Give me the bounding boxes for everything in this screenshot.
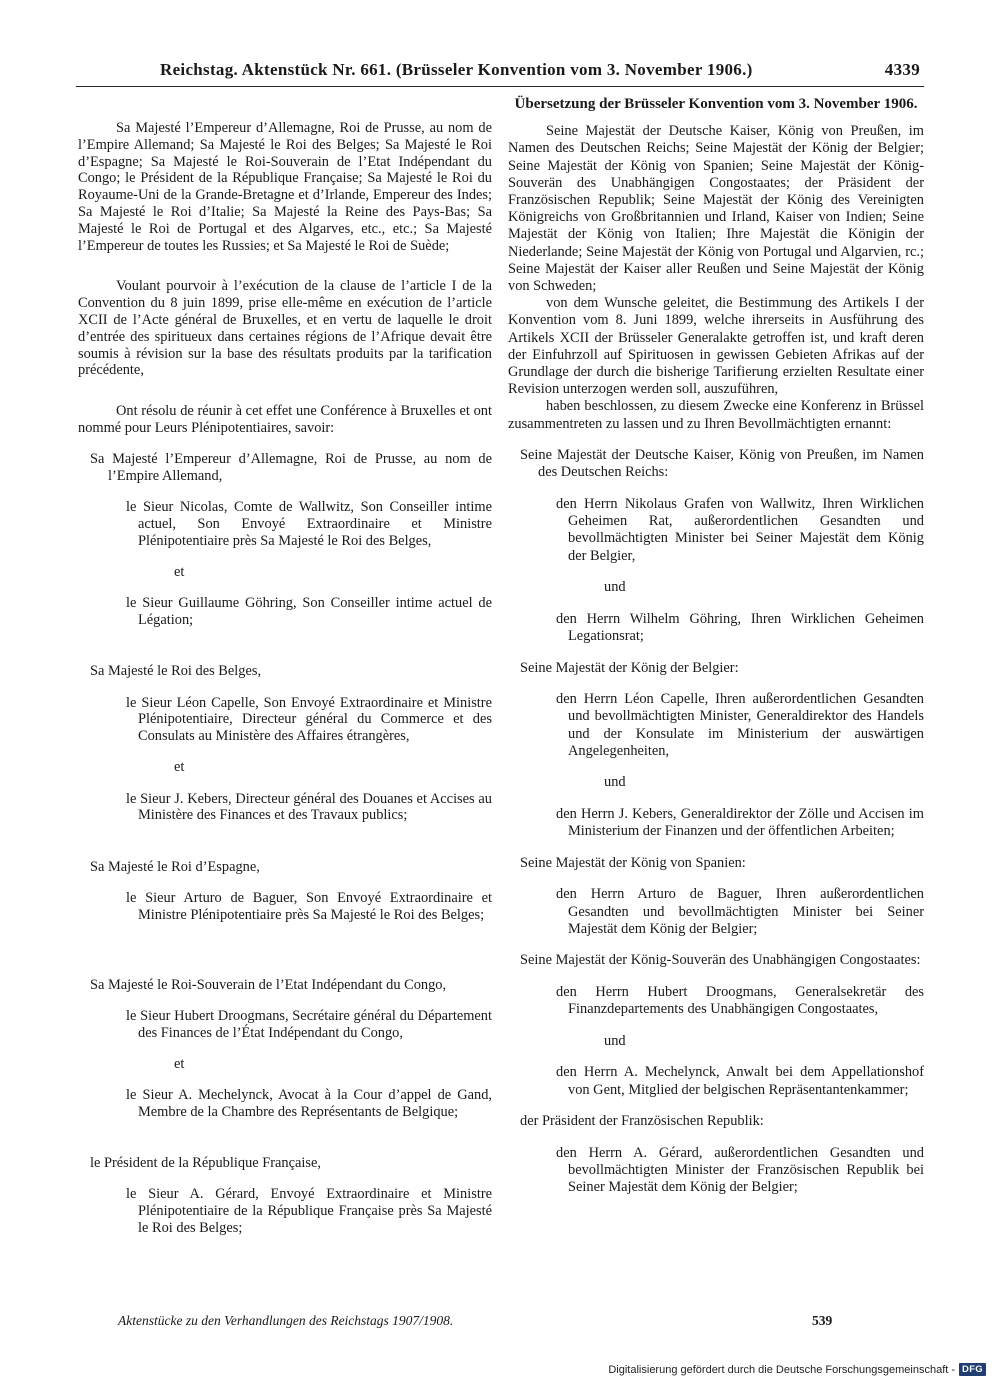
french-plenipotentiary-gohring: le Sieur Guillaume Göhring, Son Conseiller intime actuel de Légation; [126,595,492,628]
french-plenipotentiary-kebers: le Sieur J. Kebers, Directeur général des Douanes et Accises au Ministère des Finances et des Travaux publics; [126,790,492,824]
french-sovereign-congo: Sa Majesté le Roi-Souverain de l’Etat Indépendant du Congo, [90,976,447,993]
french-et: et [174,759,185,776]
dfg-credit-text: Digitalisierung gefördert durch die Deutsche Forschungsgemeinschaft - [608,1363,956,1376]
german-sovereign-spain: Seine Majestät der König von Spanien: [520,854,746,871]
french-ont-resolu: Ont résolu de réunir à cet effet une Conférence à Bruxelles et ont nommé pour Leurs Plénipotentiaires, savoir: [78,403,492,436]
running-header [160,60,920,84]
french-plenipotentiary-capelle: le Sieur Léon Capelle, Son Envoyé Extraordinaire et Ministre Plénipotentiaire, Directeur général du Commerce et des Consulats au Ministère des Affaires étrangères, [126,694,492,745]
footer-number: 539 [812,1313,833,1328]
german-column [508,96,924,1211]
header-title: Reichstag. Aktenstück Nr. 661. (Brüsseler Konvention vom 3. November 1906.) [160,60,753,79]
french-plenipotentiary-wallwitz: le Sieur Nicolas, Comte de Wallwitz, Son Conseiller intime actuel, Son Envoyé Extraordinaire et Ministre Plénipotentiaire près Sa Majesté le Roi des Belges, [126,499,492,549]
german-sovereign-belgium: Seine Majestät der König der Belgier: [520,659,739,676]
french-sovereign-belgium: Sa Majesté le Roi des Belges, [90,663,262,680]
french-column [78,120,492,1251]
german-preamble: Seine Majestät der Deutsche Kaiser, König von Preußen, im Namen des Deutschen Reichs; Seine Majestät der König der Belgier; Seine Majestät der König von Spanien; Seine Majestät der König-Souverän des Unabhängigen Congostaates; der Präsident der Französischen Republik; Seine Majestät der König des Vereinigten Königreichs von Großbritannien und Irland, Kaiser von Indien; Seine Majestät der König von Italien; Ihre Majestät die Königin der Niederlande; Seine Majestät der König von Portugal und Algarvien, rc.; Seine Majestät der Kaiser aller Reußen und Seine Majestät der König von Schweden; [508,123,924,295]
dfg-logo-icon: DFG [959,1363,986,1376]
header-page-number: 4339 [884,60,920,79]
german-sovereign-congo: Seine Majestät der König-Souverän des Unabhängigen Congostaates: [520,952,921,969]
french-et: et [174,563,185,580]
german-plenipotentiary-baguer: den Herrn Arturo de Baguer, Ihren außerordentlichen Gesandten und bevollmächtigten Minister bei Seiner Majestät dem König der Belgier; [556,886,924,937]
german-sovereign-germany: Seine Majestät der Deutsche Kaiser, König von Preußen, im Namen des Deutschen Reichs: [520,447,924,481]
french-voulant: Voulant pourvoir à l’exécution de la clause de l’article I de la Convention du 8 juin 1899, prise elle-même en exécution de l’article XCII de l’Acte général de Bruxelles, et en vertu de laquelle le droit d’entrée des spiritueux dans certaines régions de l’Afrique devait être soumis à révision sur la base des résultats produits par la tarification précédente, [78,278,492,379]
german-plenipotentiary-mechelynck: den Herrn A. Mechelynck, Anwalt bei dem Appellationshof von Gent, Mitglied der belgischen Repräsentantenkammer; [556,1064,924,1098]
german-und: und [604,774,626,791]
french-sovereign-france: le Président de la République Française, [90,1155,321,1172]
french-plenipotentiary-droogmans: le Sieur Hubert Droogmans, Secrétaire général du Département des Finances de l’État Indépendant du Congo, [126,1007,492,1041]
french-sovereign-germany: Sa Majesté l’Empereur d’Allemagne, Roi de Prusse, au nom de l’Empire Allemand, [90,451,492,484]
german-plenipotentiary-gohring: den Herrn Wilhelm Göhring, Ihren Wirklichen Geheimen Legationsrat; [556,610,924,645]
german-und: und [604,579,626,596]
french-plenipotentiary-mechelynck: le Sieur A. Mechelynck, Avocat à la Cour d’appel de Gand, Membre de la Chambre des Représentants de Belgique; [126,1086,492,1120]
french-plenipotentiary-baguer: le Sieur Arturo de Baguer, Son Envoyé Extraordinaire et Ministre Plénipotentiaire près Sa Majesté le Roi des Belges; [126,890,492,923]
dfg-credit [608,1363,986,1376]
french-sovereign-spain: Sa Majesté le Roi d’Espagne, [90,859,260,875]
german-und: und [604,1032,626,1049]
footer-source: Aktenstücke zu den Verhandlungen des Reichstags 1907/1908. [118,1313,454,1328]
french-et: et [174,1055,185,1072]
german-sovereign-france: der Präsident der Französischen Republik: [520,1113,764,1130]
french-preamble: Sa Majesté l’Empereur d’Allemagne, Roi de Prusse, au nom de l’Empire Allemand; Sa Majesté le Roi des Belges; Sa Majesté le Roi d’Espagne; Sa Majesté le Roi-Souverain de l’Etat Indépendant du Congo; le Président de la République Française; Sa Majesté le Roi du Royaume-Uni de la Grande-Bretagne et d’Irlande, Empereur des Indes; Sa Majesté le Roi d’Italie; Sa Majesté la Reine des Pays-Bas; Sa Majesté le Roi de Portugal et des Algarves, etc., etc.; Sa Majesté l’Empereur de toutes les Russies; et Sa Majesté le Roi de Suède; [78,120,492,254]
french-plenipotentiary-gerard: le Sieur A. Gérard, Envoyé Extraordinaire et Ministre Plénipotentiaire de la République Française près Sa Majesté le Roi des Belges; [126,1186,492,1237]
header-rule [76,86,924,87]
german-plenipotentiary-capelle: den Herrn Léon Capelle, Ihren außerordentlichen Gesandten und bevollmächtigten Minister, Generaldirektor des Handels und der Konsulate im Ministerium der auswärtigen Angelegenheiten, [556,691,924,759]
german-plenipotentiary-kebers: den Herrn J. Kebers, Generaldirektor der Zölle und Accisen im Ministerium der Finanzen und der öffentlichen Arbeiten; [556,806,924,840]
german-beschlossen: haben beschlossen, zu diesem Zwecke eine Konferenz in Brüssel zusammentreten zu lassen und zu Ihren Bevollmächtigten ernannt: [508,398,924,432]
german-plenipotentiary-droogmans: den Herrn Hubert Droogmans, Generalsekretär des Finanzdepartements des Unabhängigen Congostaates, [556,984,924,1018]
german-wunsch: von dem Wunsche geleitet, die Bestimmung des Artikels I der Konvention vom 8. Juni 1899, welche ihrerseits in Ausführung des Artikels XCII der Brüsseler Generalakte getroffen ist, und kraft deren der Einfuhrzoll auf Spirituosen in gewissen Gebieten Afrikas auf der Grundlage der durch die bisherige Tarifierung erzielten Resultate einer Revision unterzogen werden soll, auszuführen, [508,295,924,398]
german-title: Übersetzung der Brüsseler Konvention vom 3. November 1906. [514,96,918,112]
german-plenipotentiary-gerard: den Herrn A. Gérard, außerordentlichen Gesandten und bevollmächtigten Minister der Französischen Republik bei Seiner Majestät dem König der Belgier; [556,1144,924,1196]
german-plenipotentiary-wallwitz: den Herrn Nikolaus Grafen von Wallwitz, Ihren Wirklichen Geheimen Rat, außerordentlichen Gesandten und bevollmächtigten Minister bei Seiner Majestät dem König der Belgier, [556,496,924,564]
